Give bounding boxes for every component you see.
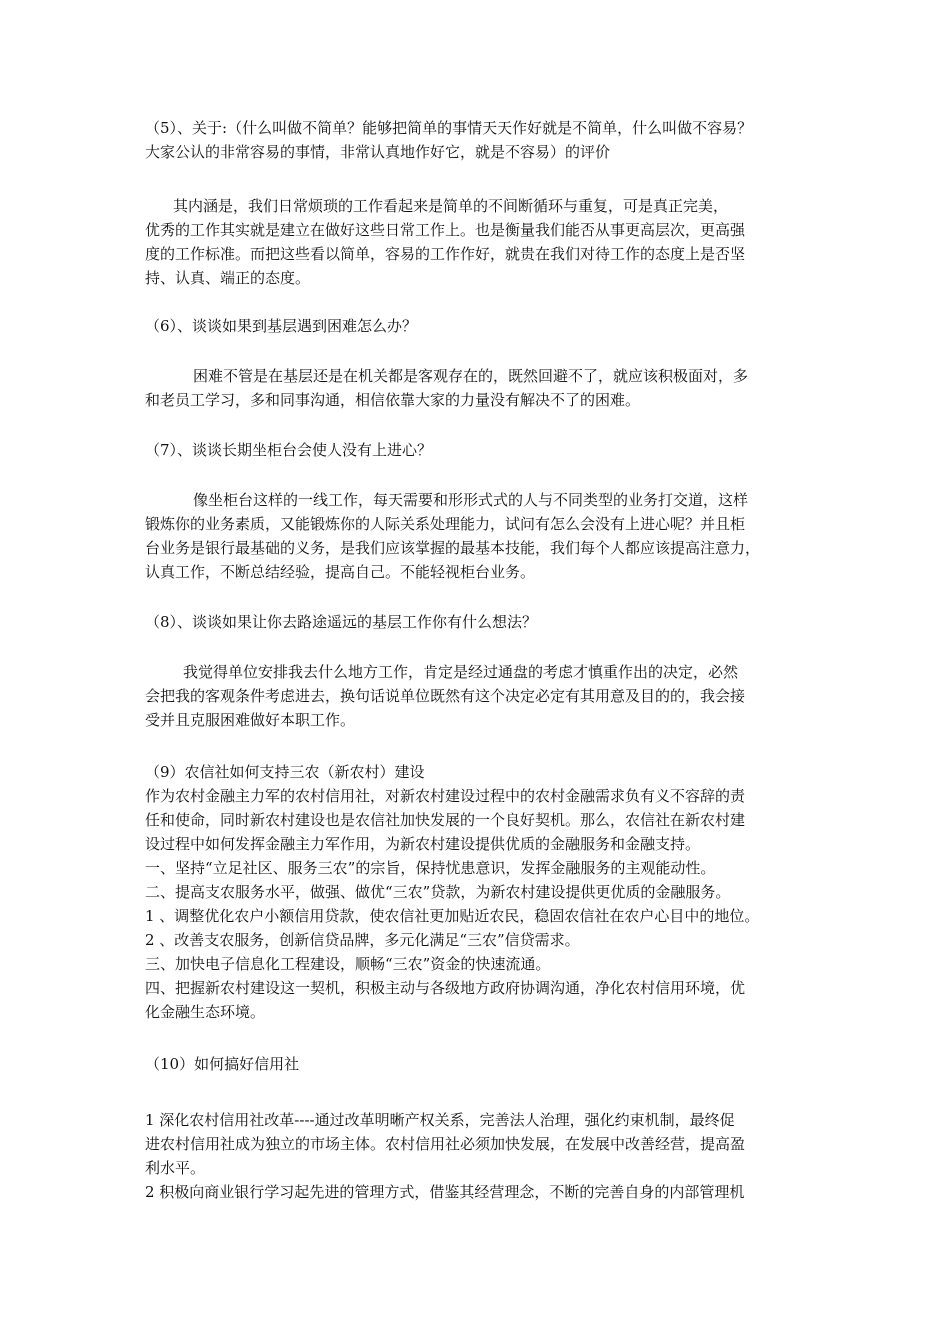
- answer-q9-point-1: 一、坚持“立足社区、服务三农”的宗旨，保持忧患意识，发挥金融服务的主观能动性。: [145, 859, 716, 877]
- answer-q7-line-1: 像坐柜台这样的一线工作，每天需要和形形式式的人与不同类型的业务打交道，这样: [193, 491, 749, 509]
- answer-q10-line-4: 2 积极向商业银行学习起先进的管理方式，借鉴其经营理念，不断的完善自身的内部管理机: [145, 1183, 745, 1201]
- answer-q9-point-4-line-1: 四、把握新农村建设这一契机，积极主动与各级地方政府协调沟通，净化农村信用环境，优: [145, 979, 746, 997]
- answer-q5-line-3: 度的工作标准。而把这些看以简单，容易的工作作好，就贵在我们对待工作的态度上是否坚: [145, 245, 746, 263]
- answer-q9-line-1: 作为农村金融主力军的农村信用社，对新农村建设过程中的农村金融需求负有义不容辞的责: [145, 787, 746, 805]
- answer-q6-line-1: 困难不管是在基层还是在机关都是客观存在的，既然回避不了，就应该积极面对，多: [193, 367, 749, 385]
- answer-q9-point-3: 三、加快电子信息化工程建设，顺畅“三农”资金的快速流通。: [145, 955, 551, 973]
- heading-q6: （6）、谈谈如果到基层遇到困难怎么办？: [145, 317, 418, 335]
- answer-q6-line-2: 和老员工学习，多和同事沟通，相信依靠大家的力量没有解决不了的困难。: [145, 391, 641, 409]
- answer-q7-line-4: 认真工作，不断总结经验，提高自己。不能轻视柜台业务。: [145, 563, 536, 581]
- answer-q7-line-2: 锻炼你的业务素质，又能锻炼你的人际关系处理能力，试问有怎么会没有上进心呢？并且柜: [145, 515, 746, 533]
- answer-q5-line-1: 其内涵是，我们日常烦琐的工作看起来是简单的不间断循环与重复，可是真正完美，: [173, 197, 729, 215]
- answer-q9-line-2: 任和使命，同时新农村建设也是农信社加快发展的一个良好契机。那么，农信社在新农村建: [145, 811, 746, 829]
- heading-q8: （8）、谈谈如果让你去路途遥远的基层工作你有什么想法？: [145, 613, 538, 631]
- heading-q9: （9）农信社如何支持三农（新农村）建设: [145, 763, 425, 781]
- heading-q5-line-1: （5）、关于:（什么叫做不简单？能够把简单的事情天天作好就是不简单，什么叫做不容易？: [145, 119, 753, 137]
- answer-q5-line-2: 优秀的工作其实就是建立在做好这些日常工作上。也是衡量我们能否从事更高层次，更高强: [145, 221, 746, 239]
- answer-q8-line-1: 我觉得单位安排我去什么地方工作，肯定是经过通盘的考虑才慎重作出的决定，必然: [183, 663, 739, 681]
- answer-q8-line-3: 受并且克服困难做好本职工作。: [145, 711, 356, 729]
- heading-q10: （10）如何搞好信用社: [145, 1055, 300, 1073]
- answer-q10-line-3: 利水平。: [145, 1159, 206, 1177]
- answer-q9-point-2-1: 1 、调整优化农户小额信用贷款，使农信社更加贴近农民，稳固农信社在农户心目中的地位。: [145, 907, 760, 925]
- answer-q9-point-4-line-2: 化金融生态环境。: [145, 1003, 266, 1021]
- answer-q9-point-2: 二、提高支农服务水平，做强、做优“三农”贷款，为新农村建设提供更优质的金融服务。: [145, 883, 731, 901]
- answer-q9-point-2-2: 2 、改善支农服务，创新信贷品牌，多元化满足“三农”信贷需求。: [145, 931, 580, 949]
- answer-q7-line-3: 台业务是银行最基础的义务，是我们应该掌握的最基本技能，我们每个人都应该提高注意力，: [145, 539, 761, 557]
- answer-q9-line-3: 设过程中如何发挥金融主力军作用，为新农村建设提供优质的金融服务和金融支持。: [145, 835, 701, 853]
- answer-q8-line-2: 会把我的客观条件考虑进去，换句话说单位既然有这个决定必定有其用意及目的的，我会接: [145, 687, 746, 705]
- heading-q7: （7）、谈谈长期坐柜台会使人没有上进心？: [145, 441, 433, 459]
- answer-q5-line-4: 持、认真、端正的态度。: [145, 269, 311, 287]
- answer-q10-line-2: 进农村信用社成为独立的市场主体。农村信用社必须加快发展，在发展中改善经营，提高盈: [145, 1135, 746, 1153]
- heading-q5-line-2: 大家公认的非常容易的事情，非常认真地作好它，就是不容易）的评价: [145, 143, 611, 161]
- answer-q10-line-1: 1 深化农村信用社改革----通过改革明晰产权关系，完善法人治理，强化约束机制，最终促: [145, 1111, 735, 1129]
